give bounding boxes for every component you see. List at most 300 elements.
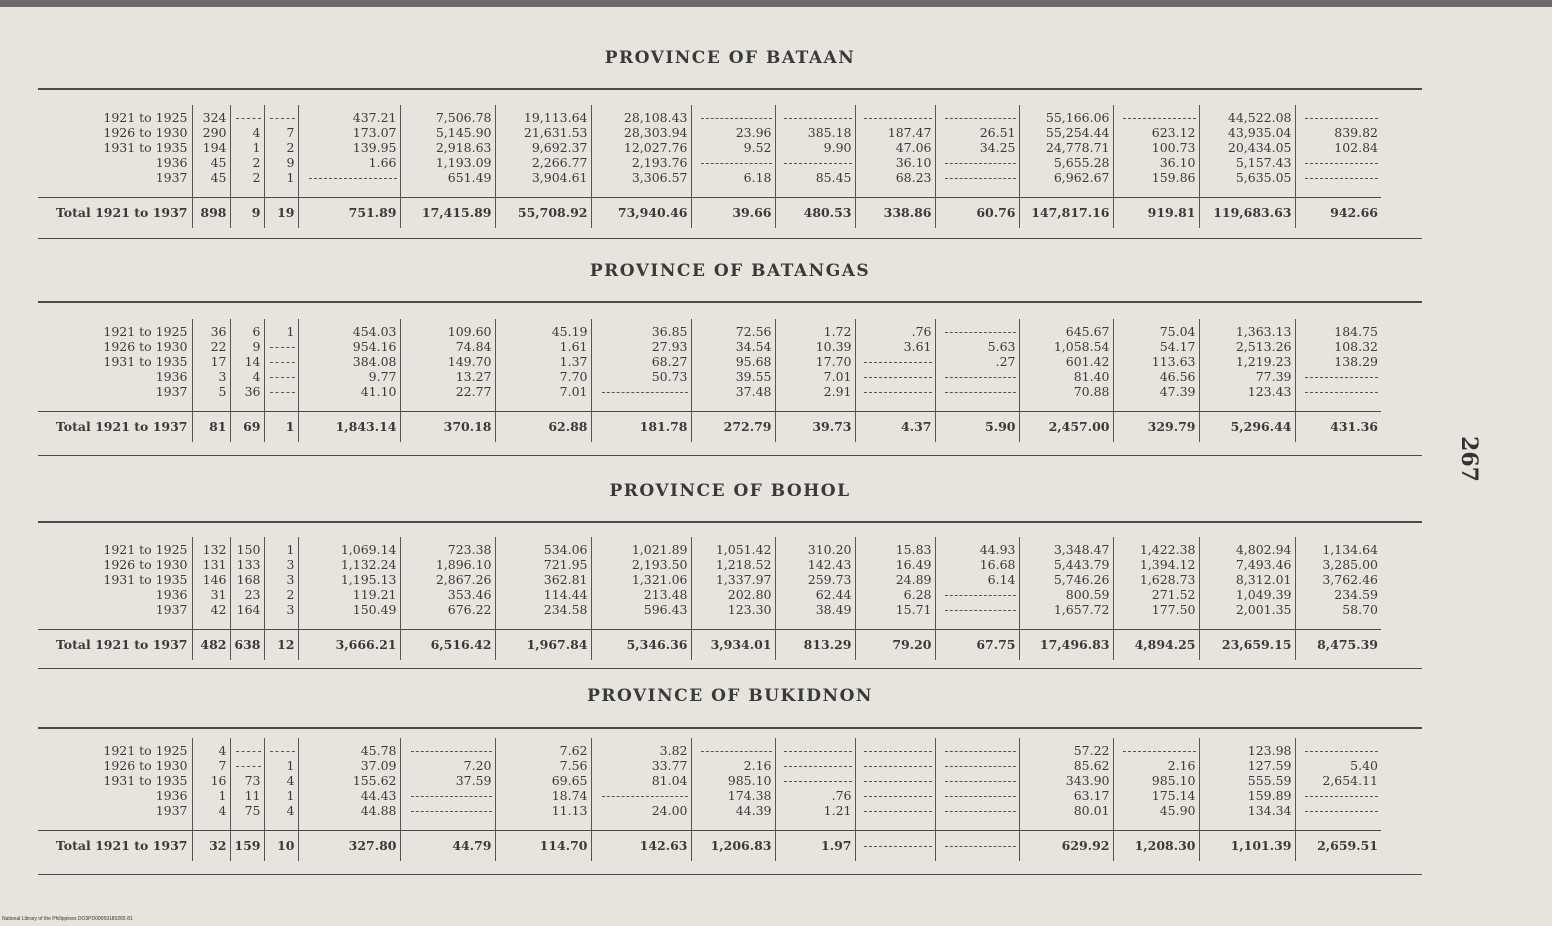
table-cell: 1 xyxy=(230,140,264,155)
table-cell: 50.73 xyxy=(591,369,691,384)
table-cell: 534.06 xyxy=(495,537,591,557)
table-cell: 36.10 xyxy=(855,155,935,170)
table-cell: 7.01 xyxy=(775,369,855,384)
blank-dash xyxy=(864,392,931,393)
table-cell: .27 xyxy=(935,354,1019,369)
table-cell: 23 xyxy=(230,587,264,602)
table-cell: 85.45 xyxy=(775,170,855,198)
table-cell: 1,218.52 xyxy=(691,557,775,572)
table-cell xyxy=(264,105,298,125)
table-cell xyxy=(855,384,935,412)
blank-dash xyxy=(864,751,931,752)
table-cell: 9 xyxy=(230,198,264,229)
table-cell: 17,415.89 xyxy=(400,198,495,229)
table-cell xyxy=(775,738,855,758)
table-cell: 1.37 xyxy=(495,354,591,369)
table-cell: 47.39 xyxy=(1113,384,1199,412)
table-row xyxy=(38,369,1381,384)
table-cell xyxy=(1295,788,1381,803)
table-cell: 132 xyxy=(192,537,230,557)
table-cell: 16.49 xyxy=(855,557,935,572)
table-cell: 150 xyxy=(230,537,264,557)
table-cell: 1,206.83 xyxy=(691,831,775,862)
table-row xyxy=(38,758,1381,773)
table-cell: 676.22 xyxy=(400,602,495,630)
table-cell: 4 xyxy=(264,803,298,831)
blank-dash xyxy=(784,751,851,752)
blank-dash xyxy=(945,811,1016,812)
blank-dash xyxy=(1305,392,1378,393)
table-cell: 6,516.42 xyxy=(400,630,495,661)
table-cell: 6 xyxy=(230,319,264,339)
table-cell: 34.54 xyxy=(691,339,775,354)
table-cell: 1 xyxy=(264,170,298,198)
blank-dash xyxy=(1305,811,1378,812)
table-cell xyxy=(591,384,691,412)
section-title: PROVINCE OF BUKIDNON xyxy=(587,686,873,706)
table-cell xyxy=(935,384,1019,412)
table-cell: 23.96 xyxy=(691,125,775,140)
table-row xyxy=(38,738,1381,758)
table-cell: 353.46 xyxy=(400,587,495,602)
blank-dash xyxy=(270,751,295,752)
table-cell xyxy=(935,369,1019,384)
table-cell: 17,496.83 xyxy=(1019,630,1113,661)
table-cell: 1,101.39 xyxy=(1199,831,1295,862)
data-table xyxy=(38,319,1381,442)
blank-dash xyxy=(1305,178,1378,179)
table-cell: 68.27 xyxy=(591,354,691,369)
table-cell: 7.20 xyxy=(400,758,495,773)
table-cell: 985.10 xyxy=(691,773,775,788)
table-cell: 69 xyxy=(230,412,264,443)
table-cell: 38.49 xyxy=(775,602,855,630)
table-cell xyxy=(775,105,855,125)
table-cell: 123.30 xyxy=(691,602,775,630)
table-cell xyxy=(400,803,495,831)
table-cell: 2,918.63 xyxy=(400,140,495,155)
table-cell: 39.55 xyxy=(691,369,775,384)
table-cell: 34.25 xyxy=(935,140,1019,155)
table-cell: 2,867.26 xyxy=(400,572,495,587)
table-cell: 22.77 xyxy=(400,384,495,412)
table-cell: 119.21 xyxy=(298,587,400,602)
table-cell: 184.75 xyxy=(1334,324,1378,339)
table-cell xyxy=(775,155,855,170)
blank-dash xyxy=(270,362,295,363)
row-label: 1937 xyxy=(38,170,192,198)
table-cell: 45 xyxy=(192,155,230,170)
blank-dash xyxy=(236,118,261,119)
table-cell: 813.29 xyxy=(775,630,855,661)
table-cell: 187.47 xyxy=(855,125,935,140)
table-cell: 194 xyxy=(192,140,230,155)
table-row xyxy=(38,339,1381,354)
table-cell: 5.40 xyxy=(1350,758,1378,773)
table-cell: 9,692.37 xyxy=(495,140,591,155)
table-cell: 168 xyxy=(230,572,264,587)
row-label: 1936 xyxy=(38,369,192,384)
table-cell: 174.38 xyxy=(691,788,775,803)
table-cell: 324 xyxy=(192,105,230,125)
table-row xyxy=(38,384,1381,412)
table-cell xyxy=(400,738,495,758)
table-cell: 21,631.53 xyxy=(495,125,591,140)
table-cell: 142.63 xyxy=(591,831,691,862)
table-cell: 109.60 xyxy=(400,319,495,339)
table-cell: 36.85 xyxy=(591,319,691,339)
table-cell: 800.59 xyxy=(1019,587,1113,602)
blank-dash xyxy=(945,392,1016,393)
table-cell: 898 xyxy=(192,198,230,229)
table-cell: 5,655.28 xyxy=(1019,155,1113,170)
table-cell: 15.71 xyxy=(855,602,935,630)
table-cell xyxy=(855,803,935,831)
row-label: Total 1921 to 1937 xyxy=(38,630,192,661)
table-cell: 6.14 xyxy=(935,572,1019,587)
table-cell: 3,904.61 xyxy=(495,170,591,198)
table-cell: 131 xyxy=(192,557,230,572)
table-cell xyxy=(691,738,775,758)
row-label: 1936 xyxy=(38,587,192,602)
table-cell: 12,027.76 xyxy=(591,140,691,155)
table-cell: 24.89 xyxy=(855,572,935,587)
table-cell: 2,659.51 xyxy=(1295,831,1381,862)
table-cell: 15.83 xyxy=(855,537,935,557)
table-cell: 44.43 xyxy=(298,788,400,803)
table-cell: 13.27 xyxy=(400,369,495,384)
table-cell: 62.88 xyxy=(495,412,591,443)
table-cell: 1.72 xyxy=(775,319,855,339)
table-cell: 175.14 xyxy=(1113,788,1199,803)
table-cell: 108.32 xyxy=(1334,339,1378,354)
table-cell: 19 xyxy=(264,198,298,229)
table-cell: 431.36 xyxy=(1295,412,1381,443)
table-cell: 81 xyxy=(192,412,230,443)
table-cell: 2.91 xyxy=(775,384,855,412)
blank-dash xyxy=(701,118,772,119)
table-cell xyxy=(264,369,298,384)
table-cell: 113.63 xyxy=(1113,354,1199,369)
table-cell: 62.44 xyxy=(775,587,855,602)
table-cell: 2.16 xyxy=(691,758,775,773)
table-cell xyxy=(298,170,400,198)
total-row xyxy=(38,831,1381,862)
table-cell: 3 xyxy=(264,557,298,572)
blank-dash xyxy=(411,751,492,752)
table-cell xyxy=(1295,170,1381,198)
table-cell: 437.21 xyxy=(298,105,400,125)
table-cell: 41.10 xyxy=(298,384,400,412)
blank-dash xyxy=(945,796,1016,797)
section-bataan xyxy=(38,48,1422,243)
blank-dash xyxy=(602,796,688,797)
table-cell xyxy=(855,831,935,862)
table-cell: 14 xyxy=(230,354,264,369)
table-cell: 2,654.11 xyxy=(1322,773,1378,788)
blank-dash xyxy=(945,610,1016,611)
table-cell: 155.62 xyxy=(298,773,400,788)
table-cell: 100.73 xyxy=(1113,140,1199,155)
table-cell: 645.67 xyxy=(1019,319,1113,339)
table-row xyxy=(38,170,1381,198)
table-cell: 44.79 xyxy=(400,831,495,862)
table-cell: 173.07 xyxy=(298,125,400,140)
row-label: 1937 xyxy=(38,384,192,412)
row-label: 1921 to 1925 xyxy=(38,319,192,339)
table-cell: 2 xyxy=(264,140,298,155)
table-cell: 1,422.38 xyxy=(1113,537,1199,557)
table-cell: 16.68 xyxy=(935,557,1019,572)
table-cell: 7,506.78 xyxy=(400,105,495,125)
row-label: 1931 to 1935 xyxy=(38,140,192,155)
table-cell: 1,967.84 xyxy=(495,630,591,661)
table-cell: 36 xyxy=(192,319,230,339)
table-cell: 3 xyxy=(264,572,298,587)
table-cell: 95.68 xyxy=(691,354,775,369)
table-cell: 10.39 xyxy=(775,339,855,354)
table-cell: 5,157.43 xyxy=(1199,155,1295,170)
table-cell: 601.42 xyxy=(1019,354,1113,369)
table-cell xyxy=(855,354,935,369)
table-cell: 1,195.13 xyxy=(298,572,400,587)
table-cell: 23,659.15 xyxy=(1199,630,1295,661)
table-cell: 5,296.44 xyxy=(1199,412,1295,443)
blank-dash xyxy=(864,811,931,812)
table-cell: 3,666.21 xyxy=(298,630,400,661)
table-cell: 338.86 xyxy=(855,198,935,229)
table-cell: 20,434.05 xyxy=(1199,140,1295,155)
section-title: PROVINCE OF BOHOL xyxy=(609,481,851,501)
table-cell: 55,254.44 xyxy=(1019,125,1113,140)
section-top-rule xyxy=(38,521,1422,523)
table-cell: 37.48 xyxy=(691,384,775,412)
table-cell: 9 xyxy=(264,155,298,170)
table-cell: 370.18 xyxy=(400,412,495,443)
table-cell: 11.13 xyxy=(495,803,591,831)
table-cell: 44.39 xyxy=(691,803,775,831)
table-cell: 77.39 xyxy=(1199,369,1295,384)
table-row xyxy=(38,125,1381,140)
table-cell: 47.06 xyxy=(855,140,935,155)
row-label: 1926 to 1930 xyxy=(38,758,192,773)
table-cell: 721.95 xyxy=(495,557,591,572)
blank-dash xyxy=(236,766,261,767)
row-label: 1931 to 1935 xyxy=(38,572,192,587)
table-cell xyxy=(775,758,855,773)
blank-dash xyxy=(864,796,931,797)
page-number: 267 xyxy=(1455,436,1482,482)
table-cell: 4,894.25 xyxy=(1113,630,1199,661)
table-cell: 72.56 xyxy=(691,319,775,339)
table-cell: 271.52 xyxy=(1113,587,1199,602)
table-cell: 482 xyxy=(192,630,230,661)
table-cell: 723.38 xyxy=(400,537,495,557)
table-row xyxy=(38,319,1381,339)
table-cell xyxy=(855,105,935,125)
table-cell: 24,778.71 xyxy=(1019,140,1113,155)
table-cell: 1.97 xyxy=(775,831,855,862)
blank-dash xyxy=(945,846,1016,847)
table-cell: 138.29 xyxy=(1334,354,1378,369)
table-cell: 8,475.39 xyxy=(1295,630,1381,661)
table-cell: 327.80 xyxy=(298,831,400,862)
table-cell: 454.03 xyxy=(298,319,400,339)
row-label: 1937 xyxy=(38,803,192,831)
table-cell: 1 xyxy=(264,758,298,773)
table-cell xyxy=(775,773,855,788)
table-cell: 114.70 xyxy=(495,831,591,862)
table-cell: 31 xyxy=(192,587,230,602)
table-cell: 85.62 xyxy=(1019,758,1113,773)
blank-dash xyxy=(864,362,931,363)
table-cell: 2,193.76 xyxy=(591,155,691,170)
table-cell: 3 xyxy=(192,369,230,384)
table-cell: 12 xyxy=(264,630,298,661)
table-cell xyxy=(264,339,298,354)
table-cell: 54.17 xyxy=(1113,339,1199,354)
table-cell: 159 xyxy=(230,831,264,862)
blank-dash xyxy=(945,118,1016,119)
blank-dash xyxy=(1305,163,1378,164)
table-cell: 7 xyxy=(192,758,230,773)
table-cell: 839.82 xyxy=(1334,125,1378,140)
table-cell: 55,708.92 xyxy=(495,198,591,229)
blank-dash xyxy=(1305,751,1378,752)
table-cell xyxy=(264,384,298,412)
blank-dash xyxy=(1123,118,1196,119)
table-cell xyxy=(1295,384,1381,412)
table-cell: 234.59 xyxy=(1334,587,1378,602)
table-cell: 43,935.04 xyxy=(1199,125,1295,140)
table-cell: 42 xyxy=(192,602,230,630)
table-cell: 127.59 xyxy=(1199,758,1295,773)
scan-top-edge xyxy=(0,0,1552,7)
table-cell: .76 xyxy=(775,788,855,803)
table-row xyxy=(38,803,1381,831)
table-cell: 2,266.77 xyxy=(495,155,591,170)
table-cell: 75.04 xyxy=(1113,319,1199,339)
section-bottom-rule xyxy=(38,668,1422,669)
table-cell: 39.66 xyxy=(691,198,775,229)
table-row xyxy=(38,587,1381,602)
table-cell: 8,312.01 xyxy=(1199,572,1295,587)
table-cell: 4 xyxy=(230,369,264,384)
table-cell: 44.88 xyxy=(298,803,400,831)
table-cell: 1.66 xyxy=(298,155,400,170)
table-cell: 290 xyxy=(192,125,230,140)
table-cell xyxy=(935,587,1019,602)
total-row xyxy=(38,412,1381,443)
table-cell xyxy=(1295,803,1381,831)
blank-dash xyxy=(864,766,931,767)
blank-dash xyxy=(411,811,492,812)
table-cell: 2 xyxy=(264,587,298,602)
table-cell: 133 xyxy=(230,557,264,572)
table-cell: 3,285.00 xyxy=(1322,557,1378,572)
blank-dash xyxy=(270,377,295,378)
table-cell: 329.79 xyxy=(1113,412,1199,443)
table-cell: 919.81 xyxy=(1113,198,1199,229)
blank-dash xyxy=(945,332,1016,333)
table-cell: 2,513.26 xyxy=(1199,339,1295,354)
table-cell xyxy=(935,105,1019,125)
table-cell: 3,934.01 xyxy=(691,630,775,661)
table-cell: 22 xyxy=(192,339,230,354)
table-cell: 159.86 xyxy=(1113,170,1199,198)
blank-dash xyxy=(701,163,772,164)
table-cell: 1,896.10 xyxy=(400,557,495,572)
table-cell: 73,940.46 xyxy=(591,198,691,229)
table-cell: 79.20 xyxy=(855,630,935,661)
table-cell: 1.21 xyxy=(775,803,855,831)
blank-dash xyxy=(784,781,851,782)
table-cell xyxy=(855,369,935,384)
row-label: 1936 xyxy=(38,788,192,803)
table-cell: 623.12 xyxy=(1113,125,1199,140)
table-cell: 68.23 xyxy=(855,170,935,198)
table-cell: 1,069.14 xyxy=(298,537,400,557)
table-cell: 3,762.46 xyxy=(1322,572,1378,587)
blank-dash xyxy=(236,751,261,752)
table-row xyxy=(38,788,1381,803)
table-cell: 555.59 xyxy=(1199,773,1295,788)
table-cell: 5,443.79 xyxy=(1019,557,1113,572)
table-cell: 75 xyxy=(230,803,264,831)
table-cell: 7.56 xyxy=(495,758,591,773)
table-cell: 80.01 xyxy=(1019,803,1113,831)
table-cell: 70.88 xyxy=(1019,384,1113,412)
table-cell: 3,348.47 xyxy=(1019,537,1113,557)
table-row xyxy=(38,557,1381,572)
section-top-rule xyxy=(38,727,1422,729)
table-cell: 58.70 xyxy=(1342,602,1378,617)
table-cell: 5,746.26 xyxy=(1019,572,1113,587)
table-cell: 651.49 xyxy=(400,170,495,198)
table-cell: 9.77 xyxy=(298,369,400,384)
table-cell: 385.18 xyxy=(775,125,855,140)
table-cell: 1,021.89 xyxy=(591,537,691,557)
section-bottom-rule xyxy=(38,874,1422,875)
footer-watermark-text: National Library of the Philippines DO3PD00059180265 81 xyxy=(2,916,133,922)
section-bohol xyxy=(38,481,1422,673)
table-cell: 5.63 xyxy=(935,339,1019,354)
blank-dash xyxy=(602,392,688,393)
row-label: Total 1921 to 1937 xyxy=(38,198,192,229)
table-cell: 32 xyxy=(192,831,230,862)
table-cell: 28,303.94 xyxy=(591,125,691,140)
blank-dash xyxy=(270,347,295,348)
blank-dash xyxy=(784,163,851,164)
table-cell: 362.81 xyxy=(495,572,591,587)
table-cell xyxy=(855,773,935,788)
table-cell: 1,193.09 xyxy=(400,155,495,170)
blank-dash xyxy=(411,796,492,797)
table-cell: 19,113.64 xyxy=(495,105,591,125)
table-cell: 1,657.72 xyxy=(1019,602,1113,630)
table-cell: 37.59 xyxy=(400,773,495,788)
table-cell: 480.53 xyxy=(775,198,855,229)
row-label: 1921 to 1925 xyxy=(38,105,192,125)
table-cell: 5,346.36 xyxy=(591,630,691,661)
data-table xyxy=(38,537,1381,660)
table-cell: 2,001.35 xyxy=(1199,602,1295,630)
blank-dash xyxy=(945,163,1016,164)
table-cell: 24.00 xyxy=(591,803,691,831)
blank-dash xyxy=(864,846,931,847)
table-cell: 16 xyxy=(192,773,230,788)
blank-dash xyxy=(309,178,396,179)
